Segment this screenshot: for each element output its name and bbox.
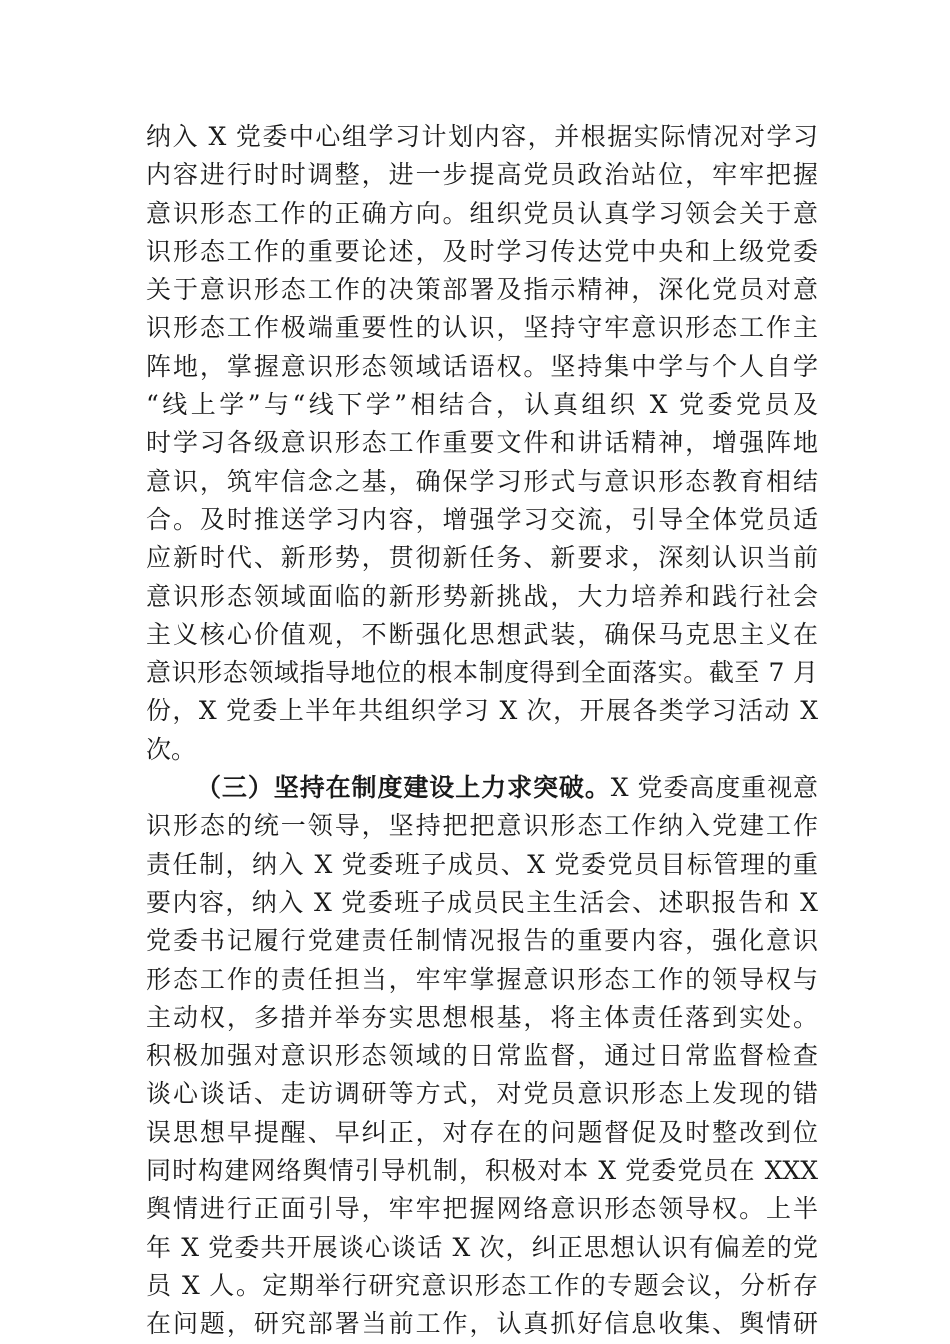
text-line: 积极加强对意识形态领域的日常监督，通过日常监督检查 <box>146 1041 818 1071</box>
text-line: 意识，筑牢信念之基，确保学习形式与意识形态教育相结 <box>146 466 818 496</box>
text-line: 党委书记履行党建责任制情况报告的重要内容，强化意识 <box>146 926 818 956</box>
text-line: 应新时代、新形势，贯彻新任务、新要求，深刻认识当前 <box>146 543 818 573</box>
text-line: 意识形态工作的正确方向。组织党员认真学习领会关于意 <box>146 198 818 228</box>
text-line: 意识形态领域指导地位的根本制度得到全面落实。截至 7 月 <box>146 658 818 688</box>
text-line: 责任制，纳入 X 党委班子成员、X 党委党员目标管理的重 <box>146 849 818 879</box>
text-line: 要内容，纳入 X 党委班子成员民主生活会、述职报告和 X <box>146 887 818 917</box>
text-line: 误思想早提醒、早纠正，对存在的问题督促及时整改到位 <box>146 1117 818 1147</box>
text-line: 在问题，研究部署当前工作，认真抓好信息收集、舆情研 <box>146 1309 818 1339</box>
text-line: 次。 <box>146 734 197 764</box>
text-line: 内容进行时时调整，进一步提高党员政治站位，牢牢把握 <box>146 160 818 190</box>
text-line: 舆情进行正面引导，牢牢把握网络意识形态领导权。上半 <box>146 1194 818 1224</box>
text-line: 主义核心价值观，不断强化思想武装，确保马克思主义在 <box>146 619 818 649</box>
paragraph-2-first-line <box>146 769 818 807</box>
text-line: 阵地，掌握意识形态领域话语权。坚持集中学与个人自学 <box>146 351 818 381</box>
text-line: 谈心谈话、走访调研等方式，对党员意识形态上发现的错 <box>146 1079 818 1109</box>
text-line: 识形态的统一领导，坚持把把意识形态工作纳入党建工作 <box>146 811 818 841</box>
text-line: 形态工作的责任担当，牢牢掌握意识形态工作的领导权与 <box>146 964 818 994</box>
text-line: 主动权，多措并举夯实思想根基，将主体责任落到实处。 <box>146 1002 818 1032</box>
text-line: “线上学”与“线下学”相结合，认真组织 X 党委党员及 <box>146 390 818 420</box>
text-line: 员 X 人。定期举行研究意识形态工作的专题会议，分析存 <box>146 1270 818 1300</box>
section-heading: （三）坚持在制度建设上力求突破。 <box>196 773 611 803</box>
text-line: 同时构建网络舆情引导机制，积极对本 X 党委党员在 XXX <box>146 1156 818 1186</box>
heading-line-rest: X 党委高度重视意 <box>610 773 818 803</box>
paragraph-1 <box>146 118 818 769</box>
text-line: 关于意识形态工作的决策部署及指示精神，深化党员对意 <box>146 275 818 305</box>
text-line: 合。及时推送学习内容，增强学习交流，引导全体党员适 <box>146 504 818 534</box>
paragraph-2 <box>146 769 818 1343</box>
text-line: 识形态工作极端重要性的认识，坚持守牢意识形态工作主 <box>146 313 818 343</box>
document-body <box>146 118 818 1344</box>
text-line: 份，X 党委上半年共组织学习 X 次，开展各类学习活动 X <box>146 696 818 726</box>
text-line: 意识形态领域面临的新形势新挑战，大力培养和践行社会 <box>146 581 818 611</box>
text-line: 时学习各级意识形态工作重要文件和讲话精神，增强阵地 <box>146 428 818 458</box>
text-line: 识形态工作的重要论述，及时学习传达党中央和上级党委 <box>146 236 818 266</box>
text-line: 纳入 X 党委中心组学习计划内容，并根据实际情况对学习 <box>146 122 818 151</box>
text-line: 年 X 党委共开展谈心谈话 X 次，纠正思想认识有偏差的党 <box>146 1232 818 1262</box>
